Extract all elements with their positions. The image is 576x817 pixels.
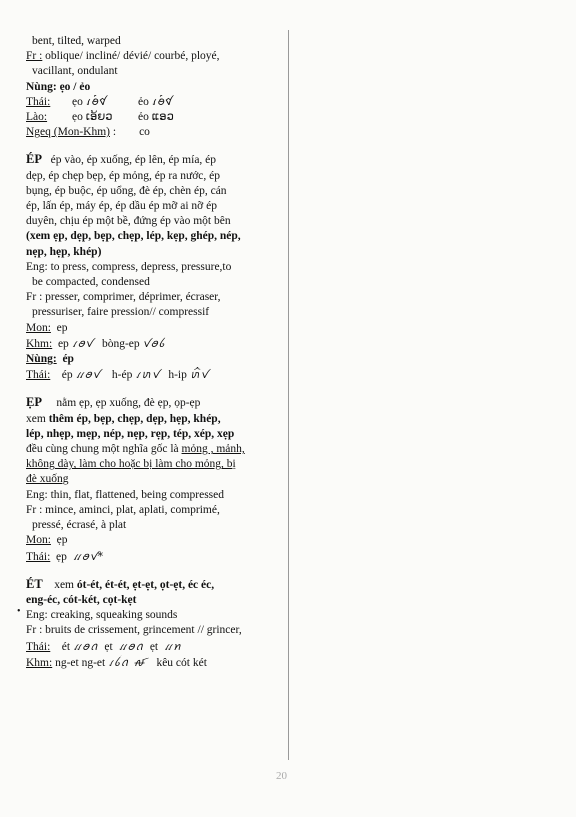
continuation-fr-line-2: vacillant, ondulant bbox=[32, 65, 118, 78]
entry-ep2-mon: Mon: ẹp bbox=[26, 534, 68, 547]
column-divider bbox=[288, 30, 289, 760]
entry-ep-fr-2: pressuriser, faire pression// compressif bbox=[32, 306, 210, 319]
entry-ep-eng-2: be compacted, condensed bbox=[32, 276, 150, 289]
entry-ep-line-6: (xem ẹp, dẹp, bẹp, chẹp, lép, kẹp, ghép, nép, bbox=[26, 230, 241, 243]
entry-ep2-line-4: đều cùng chung một nghĩa gốc là mỏng , mảnh, bbox=[26, 443, 245, 456]
entry-ep2-eng: Eng: thin, flat, flattened, being compressed bbox=[26, 488, 225, 501]
entry-ep2-line-5: không dày, làm cho hoặc bị làm cho mỏng, bị bbox=[26, 458, 236, 471]
entry-ep-nung: Nùng: ép bbox=[26, 353, 74, 366]
left-column bbox=[26, 34, 284, 671]
margin-dot: • bbox=[17, 606, 21, 617]
lao-line: Lào: ẹo ເອ້ຍວ ẻo ແອວ bbox=[26, 111, 174, 124]
entry-et-eng: Eng: creaking, squeaking sounds bbox=[26, 609, 178, 622]
entry-ep-thai: Thái: ép ꪵꪮꪚ h-ép ꪹꪬꪚ h-ip ꪬꪲꪚ bbox=[26, 368, 209, 382]
entry-ep2-line-2: xem thêm ép, bẹp, chẹp, dẹp, hẹp, khép, bbox=[26, 412, 221, 425]
entry-ep2-line-1: ẸP nằm ẹp, ẹp xuống, đè ẹp, ọp-ẹp bbox=[26, 395, 201, 410]
entry-ep-mon: Mon: ep bbox=[26, 321, 68, 334]
entry-ep-eng-1: Eng: to press, compress, depress, pressure,to bbox=[26, 260, 232, 273]
entry-ep-line-7: nẹp, hẹp, khép) bbox=[26, 245, 102, 258]
entry-ep-line-1: ÉP ép vào, ép xuống, ép lên, ép mía, ép bbox=[26, 152, 217, 167]
continuation-eng-line: bent, tilted, warped bbox=[32, 35, 121, 47]
continuation-fr-line: Fr : oblique/ incliné/ dévié/ courbé, ployé, bbox=[26, 50, 220, 63]
entry-ep2-line-6: đè xuống bbox=[26, 473, 69, 486]
entry-ep-line-3: bụng, ép buộc, ép uổng, đè ép, chèn ép, cán bbox=[26, 184, 227, 197]
entry-ep-line-4: ép, lấn ép, máy ép, ép dầu ép mỡ ai nỡ ép bbox=[26, 200, 217, 213]
entry-ep2-line-3: lép, nhẹp, mẹp, nép, nẹp, rẹp, tép, xép, xẹp bbox=[26, 427, 235, 440]
entry-et-line-1: ÉT xem ót-ét, ét-ét, ẹt-ẹt, ọt-ẹt, éc éc, bbox=[26, 576, 215, 591]
mon-khmer-line: Ngeq (Mon-Khm) : co bbox=[26, 126, 150, 139]
entry-ep-khm: Khm: ep ꪹꪮꪚ bòng-ep ꪚꪮꪉ bbox=[26, 336, 165, 350]
entry-ep2-fr-1: Fr : mince, aminci, plat, aplati, comprimé, bbox=[26, 503, 220, 516]
entry-ep-line-5: duyên, chịu ép một bề, đứng ép vào một bên bbox=[26, 215, 231, 228]
nung-line: Nùng: ẹo / ẻo bbox=[26, 80, 91, 93]
thai-line: Thái: ẹo ꪹꪮ꫁ꪥ ẻo ꪹꪮ꫁ꪥ bbox=[26, 95, 173, 108]
entry-et-thai: Thái: ét ꪵꪮꪒ ẹt ꪵꪮꪒ ẹt ꪵꪀ bbox=[26, 639, 182, 653]
entry-et-khm: Khm: ng-et ng-et ꪹꪉ꪿ꪒ ꫛ kêu cót két bbox=[26, 655, 207, 669]
entry-ep2-fr-2: pressé, écrasé, à plat bbox=[32, 519, 127, 532]
entry-ep-fr-1: Fr : presser, comprimer, déprimer, écraser, bbox=[26, 291, 221, 304]
entry-et-fr: Fr : bruits de crissement, grincement // grincer, bbox=[26, 624, 242, 637]
entry-ep-line-2: dẹp, ép chẹp bẹp, ép mỏng, ép ra nước, ép bbox=[26, 169, 221, 182]
entry-ep2-thai: Thái: ẹp ꪵꪮꪚ* bbox=[26, 549, 104, 563]
entry-et-line-2: eng-éc, cót-két, cọt-kẹt bbox=[26, 593, 137, 606]
page-number: 20 bbox=[276, 770, 287, 782]
